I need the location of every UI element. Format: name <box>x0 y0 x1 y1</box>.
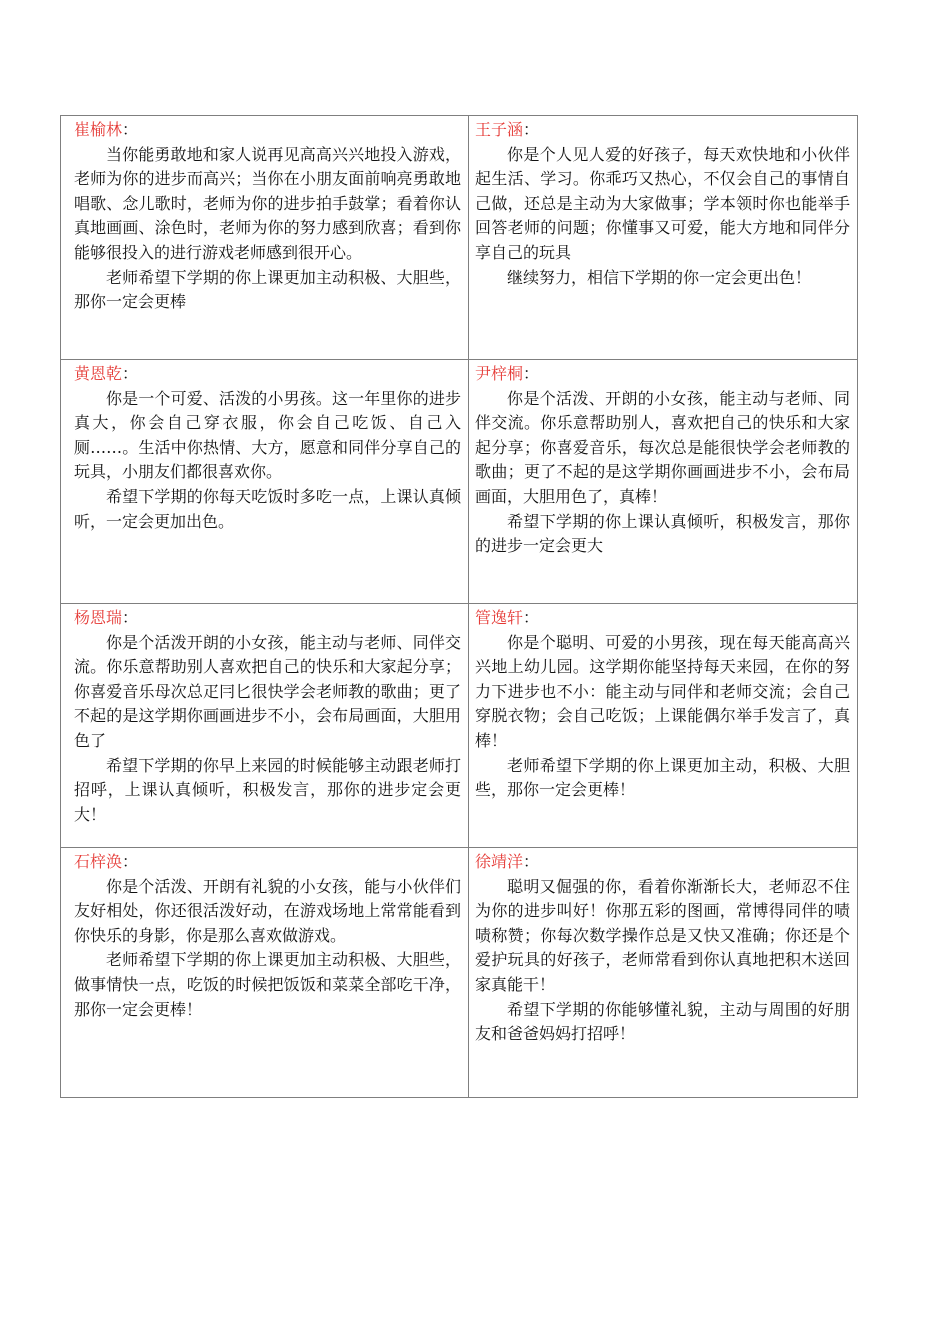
student-name-line <box>74 362 461 387</box>
name-colon: ： <box>122 852 139 871</box>
student-name-line <box>74 606 461 631</box>
name-colon: ： <box>523 608 540 627</box>
comment-paragraph: 老师希望下学期的你上课更加主动积极、大胆些，那你一定会更棒 <box>74 267 461 312</box>
comment-paragraph: 老师希望下学期的你上课更加主动积极、大胆些，做事情快一点，吃饭的时候把饭饭和菜菜全部吃干净，那你一定会更棒！ <box>74 950 461 1019</box>
student-name-line <box>475 118 850 143</box>
name-colon: ： <box>523 852 540 871</box>
comment-paragraph: 你是个聪明、可爱的小男孩，现在每天能高高兴兴地上幼儿园。这学期你能坚持每天来园，在你的努力下进步也不小：能主动与同伴和老师交流；会自己穿脱衣物；会自己吃饭；上课能偶尔举手发言了，真棒！ <box>475 632 850 750</box>
comment-card <box>469 848 858 1098</box>
comment-paragraph: 你是个活泼、开朗的小女孩，能主动与老师、同伴交流。你乐意帮助别人，喜欢把自己的快乐和大家起分享；你喜爱音乐，每次总是能很快学会老师教的歌曲；更了不起的是这学期你画画进步不小，会布局画面，大胆用色了，真棒！ <box>475 388 850 506</box>
comment-card <box>469 116 858 360</box>
name-colon: ： <box>122 608 139 627</box>
comment-table <box>60 115 858 1098</box>
student-name: 石梓涣 <box>74 852 123 871</box>
name-colon: ： <box>523 364 540 383</box>
student-name-line <box>475 606 850 631</box>
comment-paragraph: 你是一个可爱、活泼的小男孩。这一年里你的进步真大，你会自己穿衣服，你会自己吃饭、自己入厕……。生活中你热情、大方，愿意和同伴分享自己的玩具，小朋友们都很喜欢你。 <box>74 388 461 482</box>
comment-paragraph: 希望下学期的你早上来园的时候能够主动跟老师打招呼，上课认真倾听，积极发言，那你的进步定会更大！ <box>74 755 461 824</box>
comment-paragraph: 希望下学期的你每天吃饭时多吃一点，上课认真倾听，一定会更加出色。 <box>74 486 461 531</box>
student-name: 管逸轩 <box>475 608 524 627</box>
student-name: 黄恩乾 <box>74 364 123 383</box>
student-name: 王子涵 <box>475 120 524 139</box>
comment-paragraph: 当你能勇敢地和家人说再见高高兴兴地投入游戏，老师为你的进步而高兴；当你在小朋友面前响亮勇敢地唱歌、念儿歌时，老师为你的进步拍手鼓掌；看着你认真地画画、涂色时，老师为你的努力感到欣喜；看到你能够很投入的进行游戏老师感到很开心。 <box>74 144 461 262</box>
comment-paragraph: 老师希望下学期的你上课更加主动，积极、大胆些，那你一定会更棒！ <box>475 755 850 800</box>
student-name-line <box>475 850 850 875</box>
table-row <box>61 116 858 360</box>
student-name: 杨恩瑞 <box>74 608 123 627</box>
table-row <box>61 360 858 604</box>
comment-paragraph: 希望下学期的你能够懂礼貌，主动与周围的好朋友和爸爸妈妈打招呼！ <box>475 999 850 1044</box>
comment-card <box>469 360 858 604</box>
comment-card <box>61 848 469 1098</box>
comment-paragraph: 希望下学期的你上课认真倾听，积极发言，那你的进步一定会更大 <box>475 511 850 556</box>
comment-card <box>469 604 858 848</box>
student-name-line <box>74 118 461 143</box>
comment-paragraph: 你是个人见人爱的好孩子，每天欢快地和小伙伴起生活、学习。你乖巧又热心，不仅会自己的事情自己做，还总是主动为大家做事；学本领时你也能举手回答老师的问题；你懂事又可爱，能大方地和同伴分享自己的玩具 <box>475 144 850 262</box>
name-colon: ： <box>122 120 139 139</box>
table-row <box>61 848 858 1098</box>
student-name: 尹梓桐 <box>475 364 524 383</box>
student-name: 徐靖洋 <box>475 852 524 871</box>
name-colon: ： <box>122 364 139 383</box>
comment-card <box>61 604 469 848</box>
student-name-line <box>475 362 850 387</box>
student-name: 崔榆林 <box>74 120 123 139</box>
comment-card <box>61 116 469 360</box>
comment-paragraph: 聪明又倔强的你，看着你渐渐长大，老师忍不住为你的进步叫好！你那五彩的图画，常博得同伴的啧啧称赞；你每次数学操作总是又快又准确；你还是个爱护玩具的好孩子，老师常看到你认真地把积木送回家真能干！ <box>475 876 850 994</box>
student-name-line <box>74 850 461 875</box>
comment-paragraph: 继续努力，相信下学期的你一定会更出色！ <box>507 267 812 287</box>
name-colon: ： <box>523 120 540 139</box>
comment-paragraph: 你是个活泼、开朗有礼貌的小女孩，能与小伙伴们友好相处，你还很活泼好动，在游戏场地上常常能看到你快乐的身影，你是那么喜欢做游戏。 <box>74 876 461 945</box>
comment-card <box>61 360 469 604</box>
comment-paragraph: 你是个活泼开朗的小女孩，能主动与老师、同伴交流。你乐意帮助别人喜欢把自己的快乐和大家起分享；你喜爱音乐母次总疋冃匕很快学会老师教的歌曲；更了不起的是这学期你画画进步不小，会布局画面，大胆用色了 <box>74 632 461 750</box>
table-row <box>61 604 858 848</box>
